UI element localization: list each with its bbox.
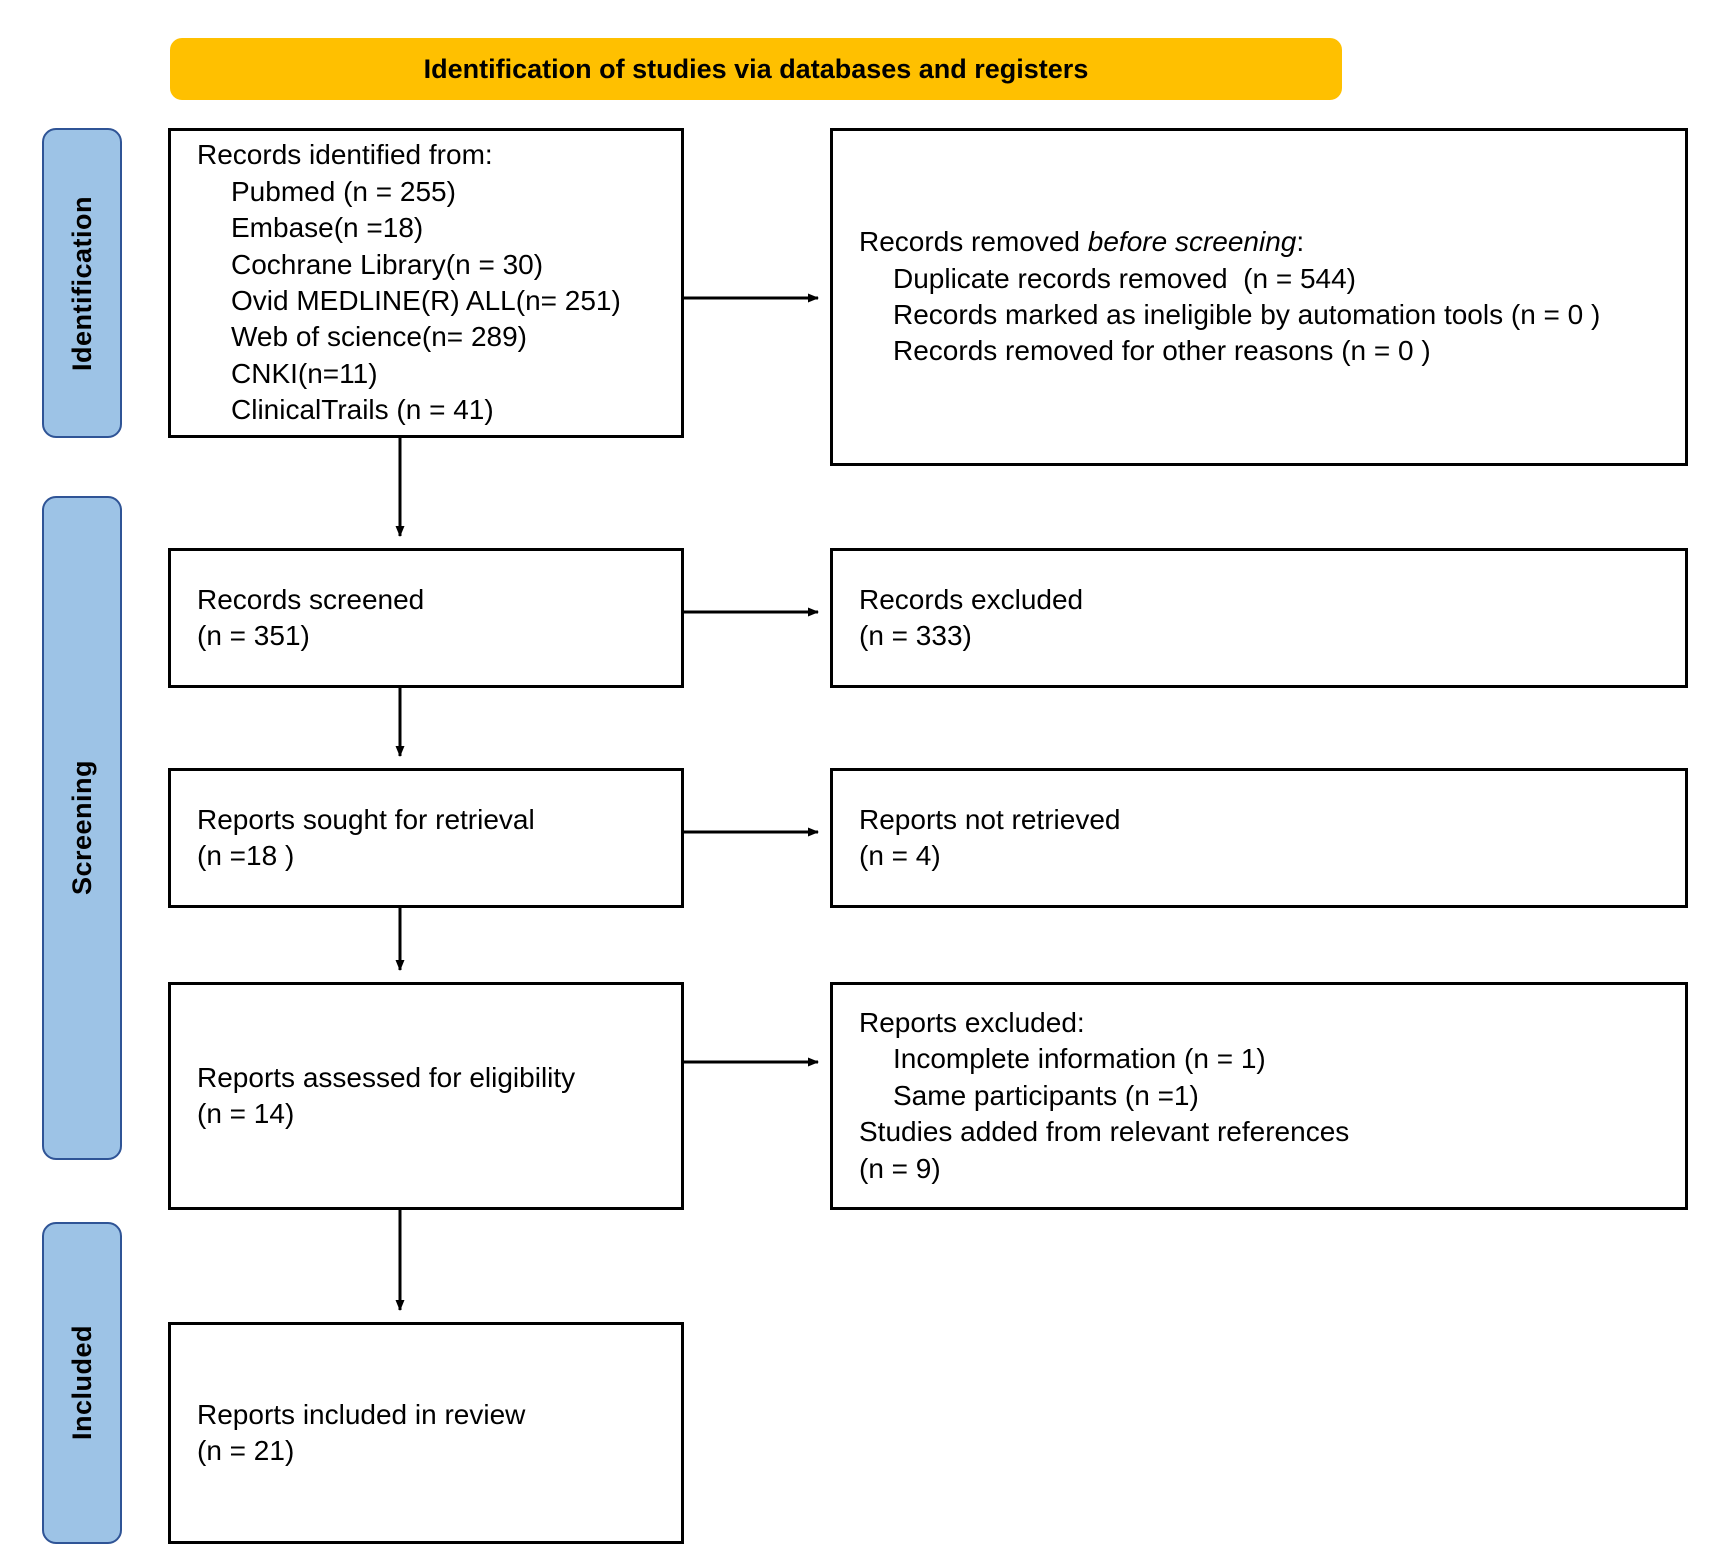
box-line: Web of science(n= 289) [231,321,527,353]
box-reports-sought-for-retrieval [168,768,684,908]
box-line: Reports not retrieved [859,803,1121,835]
box-line: (n = 21) [197,1435,295,1466]
box-line: (n = 14) [197,1098,295,1129]
box-line: Same participants (n =1) [893,1079,1199,1111]
box-line: Studies added from relevant references [859,1116,1350,1148]
box-line: Embase(n =18) [231,212,424,244]
box-records-excluded [830,548,1688,688]
box-line: (n = 4) [859,840,941,871]
box-line: Records identified from: [197,139,493,171]
phase-screening-label: Screening [66,760,97,896]
phase-screening [42,496,122,1160]
box-line: (n = 9) [859,1152,941,1184]
box-line: Records screened [197,583,425,615]
phase-identification [42,128,122,438]
box-line: (n = 333) [859,620,972,651]
box-line: Records removed for other reasons (n = 0 ) [893,335,1431,367]
box-line: Records removed before screening: [859,226,1305,258]
box-line: Ovid MEDLINE(R) ALL(n= 251) [231,285,621,316]
title-banner-label: Identification of studies via databases and registers [423,53,1089,84]
box-records-removed-before-screening [830,128,1688,466]
box-line: (n = 351) [197,620,310,651]
box-records-screened [168,548,684,688]
box-line: Pubmed (n = 255) [231,175,456,207]
box-line: CNKI(n=11) [231,357,378,389]
box-line: ClinicalTrails (n = 41) [231,394,494,426]
phase-included-label: Included [66,1325,97,1441]
title-banner [170,38,1342,100]
box-line: Duplicate records removed (n = 544) [893,262,1356,294]
box-line: Cochrane Library(n = 30) [231,248,544,280]
box-line: Records marked as ineligible by automation tools (n = 0 ) [893,299,1601,330]
emphasis-text: before screening [1087,226,1297,258]
box-line: Reports assessed for eligibility [197,1061,576,1093]
box-reports-not-retrieved [830,768,1688,908]
box-line: Incomplete information (n = 1) [893,1043,1266,1075]
box-line: (n =18 ) [197,840,295,871]
box-line: Reports excluded: [859,1007,1085,1039]
phase-included [42,1222,122,1544]
box-reports-excluded [830,982,1688,1210]
box-line: Reports sought for retrieval [197,803,535,835]
box-reports-assessed-for-eligibility [168,982,684,1210]
phase-identification-label: Identification [66,195,97,371]
box-line: Reports included in review [197,1398,526,1430]
box-line: Records excluded [859,583,1084,615]
box-records-identified [168,128,684,438]
box-reports-included-in-review [168,1322,684,1544]
